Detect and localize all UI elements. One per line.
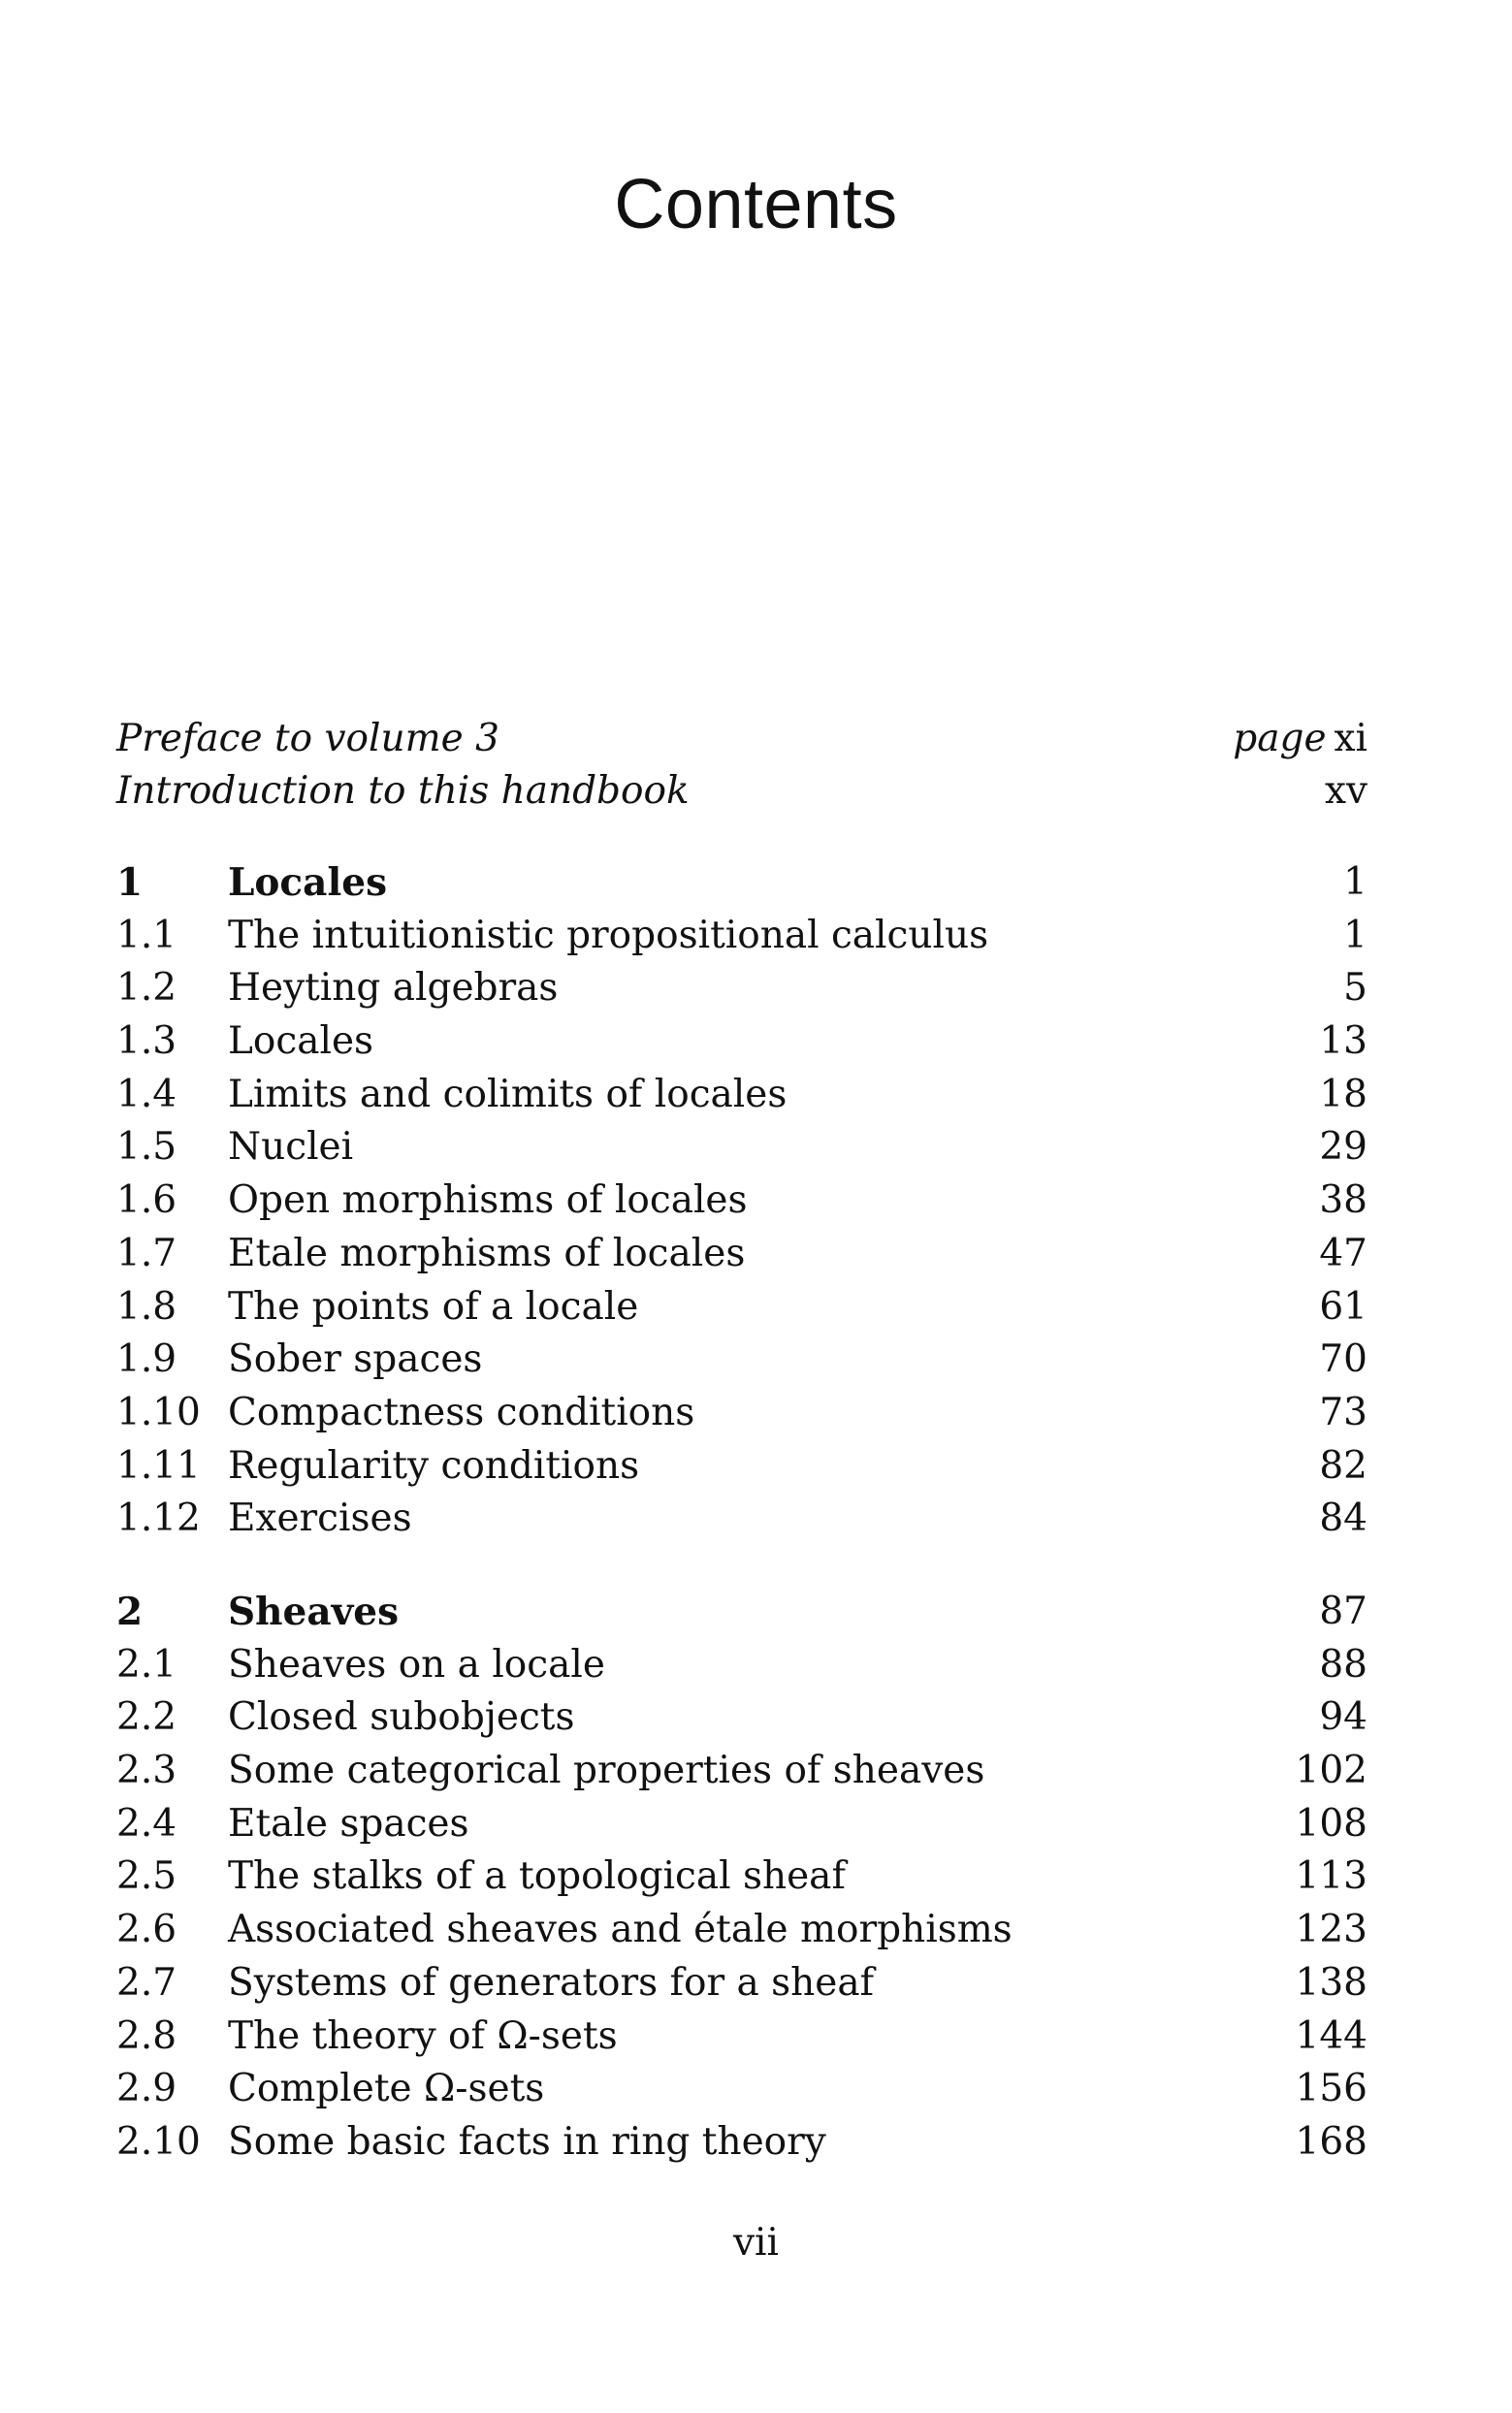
section-page: 5 (1343, 966, 1367, 1011)
section-page: 18 (1319, 1072, 1367, 1116)
chapter-2 (116, 1586, 1367, 2170)
section-title: Associated sheaves and étale morphisms (228, 1908, 1013, 1952)
section-number: 2.5 (116, 1854, 177, 1899)
section-number: 1.11 (116, 1443, 201, 1488)
section-title: The stalks of a topological sheaf (228, 1854, 846, 1899)
section-page: 29 (1319, 1125, 1367, 1170)
page-folio: vii (733, 2221, 779, 2265)
section-title: Open morphisms of locales (228, 1178, 748, 1223)
section-page: 168 (1295, 2119, 1367, 2164)
section-row (116, 910, 1367, 963)
page-prefix: page (1233, 717, 1327, 760)
chapter-title: Sheaves (228, 1590, 400, 1634)
section-title: Some basic facts in ring theory (228, 2119, 826, 2164)
section-row (116, 1440, 1367, 1494)
chapter-number: 1 (116, 860, 144, 905)
section-title: Sober spaces (228, 1337, 483, 1382)
section-page: 88 (1319, 1642, 1367, 1687)
chapter-number: 2 (116, 1590, 144, 1634)
section-number: 2.3 (116, 1749, 177, 1793)
section-page: 94 (1319, 1695, 1367, 1740)
section-number: 1.6 (116, 1178, 177, 1223)
section-page: 47 (1319, 1231, 1367, 1275)
section-number: 2.9 (116, 2067, 177, 2111)
section-number: 2.1 (116, 1642, 177, 1687)
section-row (116, 1334, 1367, 1387)
section-title: Sheaves on a locale (228, 1642, 605, 1687)
section-page: 138 (1295, 1960, 1367, 2005)
section-title: Regularity conditions (228, 1443, 640, 1488)
section-title: Etale morphisms of locales (228, 1231, 746, 1275)
front-matter-entry (116, 765, 1367, 818)
front-matter-label: Introduction to this handbook (116, 769, 690, 813)
section-number: 2.7 (116, 1960, 177, 2005)
section-page: 108 (1295, 1801, 1367, 1846)
section-number: 1.10 (116, 1390, 201, 1434)
section-page: 38 (1319, 1178, 1367, 1223)
section-row (116, 1015, 1367, 1069)
section-number: 1.1 (116, 913, 177, 957)
section-number: 2.6 (116, 1908, 177, 1952)
section-row (116, 1850, 1367, 1904)
section-page: 144 (1295, 2013, 1367, 2058)
section-row (116, 2063, 1367, 2116)
section-page: 84 (1319, 1496, 1367, 1541)
section-number: 1.2 (116, 966, 177, 1011)
section-number: 2.8 (116, 2013, 177, 2058)
section-title: Closed subobjects (228, 1695, 575, 1740)
section-title: The theory of Ω-sets (228, 2013, 618, 2058)
chapter-heading (116, 1586, 1367, 1639)
section-page: 13 (1319, 1019, 1367, 1064)
section-number: 2.2 (116, 1695, 177, 1740)
chapter-1 (116, 856, 1367, 1546)
page-number: xi (1334, 717, 1367, 760)
section-row (116, 1281, 1367, 1335)
section-number: 1.8 (116, 1284, 177, 1329)
front-matter-page (1325, 765, 1367, 818)
section-number: 1.12 (116, 1496, 201, 1541)
section-number: 1.5 (116, 1125, 177, 1170)
front-matter-entry (116, 713, 1367, 765)
section-title: Locales (228, 1019, 374, 1064)
section-title: Heyting algebras (228, 966, 559, 1011)
section-number: 1.9 (116, 1337, 177, 1382)
section-row (116, 1798, 1367, 1851)
chapter-heading (116, 856, 1367, 910)
section-title: Etale spaces (228, 1801, 469, 1846)
section-row (116, 2011, 1367, 2064)
section-page: 61 (1319, 1284, 1367, 1329)
section-title: The points of a locale (228, 1284, 639, 1329)
section-title: Systems of generators for a sheaf (228, 1960, 875, 2005)
section-page: 113 (1295, 1854, 1367, 1899)
front-matter-label: Preface to volume 3 (116, 717, 499, 760)
section-page: 123 (1295, 1908, 1367, 1952)
section-row (116, 2116, 1367, 2170)
section-row (116, 1069, 1367, 1122)
section-page: 102 (1295, 1749, 1367, 1793)
section-page: 82 (1319, 1443, 1367, 1488)
chapter-page: 87 (1319, 1590, 1367, 1633)
section-number: 2.10 (116, 2119, 201, 2164)
page-number: xv (1324, 769, 1367, 813)
section-title: Complete Ω-sets (228, 2067, 545, 2111)
chapter-page: 1 (1343, 860, 1367, 904)
section-row (116, 1121, 1367, 1174)
front-matter-page (1233, 713, 1367, 765)
section-row (116, 1493, 1367, 1546)
section-title: Nuclei (228, 1125, 354, 1170)
section-row (116, 1904, 1367, 1957)
section-row (116, 1957, 1367, 2011)
page-title: Contents (614, 166, 898, 243)
section-page: 156 (1295, 2067, 1367, 2111)
section-row (116, 1691, 1367, 1745)
section-number: 1.4 (116, 1072, 177, 1116)
section-title: The intuitionistic propositional calculus (228, 913, 989, 957)
section-title: Some categorical properties of sheaves (228, 1749, 985, 1793)
section-row (116, 962, 1367, 1015)
section-title: Exercises (228, 1496, 412, 1541)
chapter-title: Locales (228, 860, 388, 905)
section-title: Compactness conditions (228, 1390, 695, 1434)
section-number: 1.7 (116, 1231, 177, 1275)
section-page: 1 (1343, 913, 1367, 957)
section-row (116, 1639, 1367, 1692)
section-number: 2.4 (116, 1801, 177, 1846)
section-row (116, 1174, 1367, 1228)
section-page: 70 (1319, 1337, 1367, 1382)
section-title: Limits and colimits of locales (228, 1072, 788, 1116)
section-page: 73 (1319, 1390, 1367, 1434)
section-row (116, 1745, 1367, 1798)
section-row (116, 1228, 1367, 1281)
section-number: 1.3 (116, 1019, 177, 1064)
section-row (116, 1387, 1367, 1440)
